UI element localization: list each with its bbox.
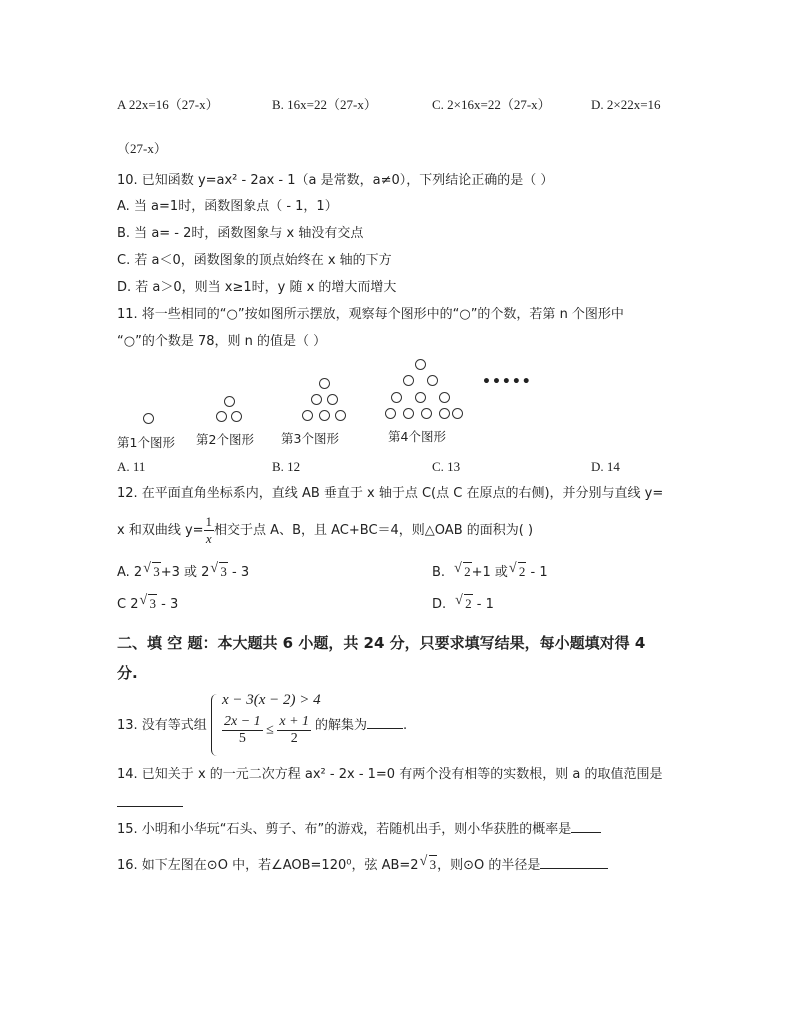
q13-prefix: 13. 没有等式组 [117, 718, 207, 733]
circle [439, 408, 450, 419]
q16-text: 16. 如下左图在⊙O 中，若∠AOB=120⁰，弦 AB=2 [117, 858, 419, 873]
radical: √ 3 [219, 562, 228, 581]
q11-option-d: D. 14 [591, 459, 620, 474]
circle [421, 408, 432, 419]
circle [439, 392, 450, 403]
option-text: - 3 [156, 597, 179, 612]
figure-4-label: 第4个图形 [388, 429, 446, 444]
circle [231, 411, 242, 422]
circle [452, 408, 463, 419]
option-text: C 2 [117, 597, 139, 612]
less-equal-sign: ≤ [266, 722, 274, 738]
q13-text: . [403, 718, 408, 733]
q9-option-a: A 22x=16（27-x） [117, 97, 219, 112]
ellipsis: ••••• [482, 374, 532, 390]
circle [319, 410, 330, 421]
fraction [277, 714, 311, 747]
radical: √ 3 [148, 594, 157, 613]
section-heading-line2: 分. [117, 664, 138, 682]
q13-text: 的解集为 [315, 718, 368, 733]
inequality-2 [222, 714, 311, 747]
q9-option-b: B. 16x=22（27-x） [272, 97, 377, 112]
circle [415, 359, 426, 370]
inequality-1: x − 3(x − 2) > 4 [222, 692, 321, 708]
q12-option-b [432, 562, 548, 582]
q9-option-d-continued: （27-x） [117, 141, 167, 156]
circle [415, 392, 426, 403]
circle [385, 408, 396, 419]
answer-blank[interactable] [571, 832, 601, 833]
option-text: - 1 [472, 597, 494, 612]
fraction-numerator: 2x − 1 [224, 714, 261, 729]
option-text: - 1 [526, 565, 548, 580]
q12-option-d [432, 594, 494, 614]
q10-option-d: D. 若 a＞0，则当 x≥1时，y 随 x 的增大而增大 [117, 280, 397, 295]
q12-stem-line2 [117, 514, 533, 548]
answer-blank[interactable] [117, 806, 183, 807]
radical: √ 3 [429, 855, 438, 874]
q15-text: 15. 小明和小华玩“石头、剪子、布”的游戏，若随机出手，则小华获胜的概率是 [117, 822, 572, 837]
figure-1-label: 第1个图形 [117, 435, 175, 450]
q11-option-b: B. 12 [272, 459, 301, 474]
circle [335, 410, 346, 421]
circle [403, 375, 414, 386]
fraction-numerator: 1 [205, 514, 213, 529]
circle [216, 411, 227, 422]
q10-option-c: C. 若 a＜0，函数图象的顶点始终在 x 轴的下方 [117, 253, 392, 268]
option-text: +3 或 2 [160, 565, 210, 580]
radical: √ 3 [152, 562, 161, 581]
q12-text: 相交于点 A、B，且 AC+BC＝4，则△OAB 的面积为( ) [214, 523, 534, 538]
fraction-numerator: x + 1 [279, 714, 310, 729]
figure-2-label: 第2个图形 [196, 432, 254, 447]
q10-option-b: B. 当 a= - 2时，函数图象与 x 轴没有交点 [117, 226, 364, 241]
circle [302, 410, 313, 421]
option-text: +1 或 [471, 565, 508, 580]
circle [143, 413, 154, 424]
option-text: D. [432, 597, 447, 612]
option-text: B. [432, 565, 446, 580]
circle [224, 396, 235, 407]
q12-text: x 和双曲线 y= [117, 523, 204, 538]
fraction-denominator: x [205, 531, 212, 546]
circle [403, 408, 414, 419]
section-heading-line1: 二、填 空 题：本大题共 6 小题，共 24 分，只要求填写结果，每小题填对得 4 [117, 634, 646, 652]
q9-option-d: D. 2×22x=16 [591, 97, 661, 112]
q10-stem: 10. 已知函数 y=ax² - 2ax - 1（a 是常数，a≠0），下列结论正确的是（ ） [117, 173, 554, 188]
circle [319, 378, 330, 389]
fraction-denominator: 2 [290, 731, 298, 746]
radical: √ 2 [463, 562, 472, 581]
q13-suffix [315, 717, 407, 735]
system-brace [211, 694, 220, 756]
figure-3-label: 第3个图形 [281, 431, 339, 446]
circle [327, 394, 338, 405]
circle [311, 394, 322, 405]
q12-option-a [117, 562, 249, 582]
circle [427, 375, 438, 386]
q9-option-c: C. 2×16x=22（27-x） [432, 97, 551, 112]
radical: √ 2 [464, 594, 473, 613]
q14-text: 14. 已知关于 x 的一元二次方程 ax² - 2x - 1=0 有两个没有相等的实数根，则 a 的取值范围是 [117, 767, 663, 782]
q12-option-c [117, 594, 178, 614]
q11-option-a: A. 11 [117, 459, 146, 474]
fraction [222, 714, 263, 747]
answer-blank[interactable] [540, 868, 608, 869]
q11-stem-line2: “○”的个数是 78，则 n 的值是（ ） [117, 334, 327, 349]
q11-option-c: C. 13 [432, 459, 461, 474]
fraction [204, 514, 215, 547]
radical: √ 2 [518, 562, 527, 581]
circle [391, 392, 402, 403]
q16-line [117, 855, 608, 875]
q16-text: ，则⊙O 的半径是 [437, 858, 541, 873]
q11-stem-line1: 11. 将一些相同的“○”按如图所示摆放，观察每个图形中的“○”的个数，若第 n 个图形中 [117, 307, 624, 322]
fraction-denominator: 5 [238, 731, 246, 746]
q15-line [117, 821, 601, 839]
answer-blank[interactable] [367, 728, 403, 729]
option-text: - 3 [227, 565, 250, 580]
q10-option-a: A. 当 a=1时，函数图象点（ - 1，1） [117, 199, 338, 214]
option-text: A. 2 [117, 565, 143, 580]
q12-stem-line1: 12. 在平面直角坐标系内，直线 AB 垂直于 x 轴于点 C(点 C 在原点的右侧)，并分别与直线 y= [117, 486, 664, 501]
